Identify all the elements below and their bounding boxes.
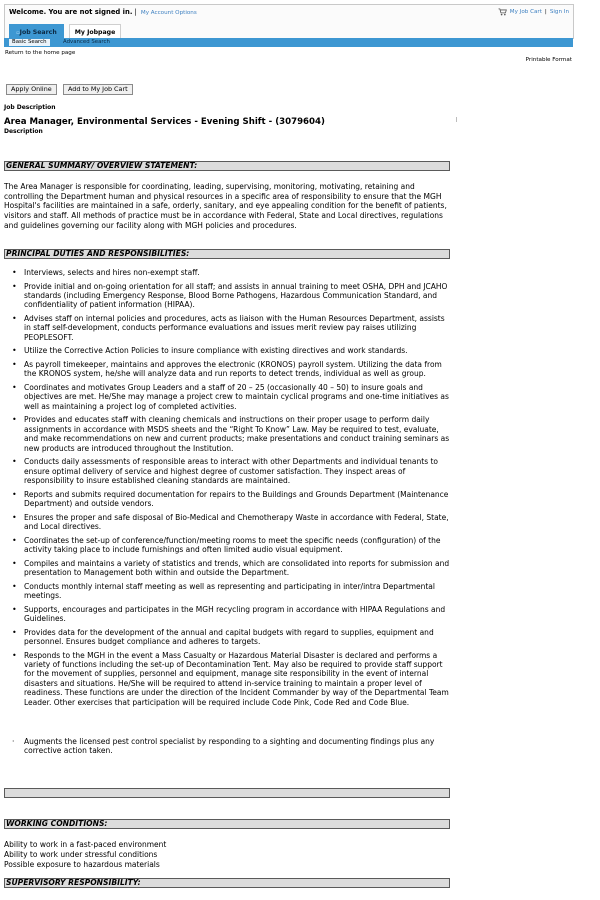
duty-text: Utilize the Corrective Action Policies to insure compliance with existing directives and work standards. [24, 346, 408, 356]
subtab-basic-search[interactable]: Basic Search [9, 39, 50, 46]
list-item [4, 651, 452, 707]
list-item [4, 457, 452, 485]
welcome-bar [9, 8, 197, 16]
list-item [4, 415, 452, 453]
tab-label: Job Search [19, 29, 57, 36]
list-item [4, 490, 452, 509]
bullet-icon: • [12, 346, 17, 356]
list-item [12, 737, 452, 756]
duty-text: Provides and educates staff with cleaning chemicals and instructions on their proper usage to perform daily assignments in accordance with MSDS sheets and the “Right To Know” Law. May be required to test, evaluate, and make recommendations on new and current products; make presentations and conduct training seminars as new products are introduced throughout the Institution. [24, 415, 450, 453]
duty-text: Compiles and maintains a variety of statistics and trends, which are consolidated into reports for submission and presentation to Management both within and outside the Department. [24, 558, 450, 578]
bullet-icon: • [12, 512, 17, 522]
shopping-cart-icon [498, 8, 507, 16]
duty-text: Interviews, selects and hires non-exempt staff. [24, 268, 200, 277]
list-item [4, 314, 452, 342]
bullet-icon: • [12, 314, 17, 323]
list-item [4, 513, 452, 532]
duty-text: Conducts monthly internal staff meeting as well as representing and participating in inter/intra Departmental meetings. [24, 581, 435, 601]
my-job-cart-link[interactable]: My Job Cart [509, 9, 542, 15]
divider [456, 117, 457, 122]
add-to-job-cart-button[interactable]: Add to My Job Cart [63, 84, 133, 95]
sign-in-link[interactable]: Sign In [549, 9, 569, 15]
bullet-icon: • [12, 581, 17, 591]
duty-text: Coordinates and motivates Group Leaders and a staff of 20 – 25 (occasionally 40 – 50) to insure goals and objectives are met. He/She may manage a project crew to maintain cyclical programs and one-time initiatives as well as maintaining a project log of completed activities. [24, 383, 449, 411]
list-item [4, 628, 452, 647]
section-heading-duties: PRINCIPAL DUTIES AND RESPONSIBILITIES: [4, 249, 450, 259]
bullet-icon: • [12, 383, 17, 392]
my-account-options-link[interactable]: My Account Options [140, 10, 197, 16]
list-item [4, 383, 452, 411]
list-item [4, 268, 452, 277]
bullet-icon: • [12, 535, 17, 545]
duty-text: Augments the licensed pest control specialist by responding to a sighting and documenting findings plus any corrective action taken. [24, 737, 435, 756]
list-item [4, 282, 452, 310]
list-item [4, 582, 452, 601]
duty-text: Advises staff on internal policies and procedures, acts as liaison with the Human Resources Department, assists in staff self-development, conducts performance evaluations and issues merit review pay raises utilizing PEOPLESOFT. [24, 314, 445, 342]
bullet-icon: • [12, 360, 17, 369]
tab-icon: ▫ [16, 30, 20, 36]
bullet-icon: • [12, 627, 17, 637]
bullet-icon: • [12, 281, 17, 291]
bullet-icon: • [12, 457, 17, 467]
job-description-label: Job Description [4, 104, 56, 111]
section-heading-summary: GENERAL SUMMARY/ OVERVIEW STATEMENT: [4, 161, 450, 171]
separator: | [544, 9, 547, 15]
duty-text: Ensures the proper and safe disposal of Bio-Medical and Chemotherapy Waste in accordance with Federal, State, and Local directives. [24, 512, 449, 532]
working-conditions-list [4, 840, 166, 869]
job-title: Area Manager, Environmental Services - Evening Shift - (3079604) [4, 117, 325, 127]
tab-job-search[interactable] [9, 24, 64, 39]
separator: | [134, 8, 137, 16]
apply-online-button[interactable]: Apply Online [6, 84, 57, 95]
description-label: Description [4, 128, 43, 135]
list-item [4, 360, 452, 379]
bullet-icon: • [12, 415, 17, 425]
section-heading-supervisory: SUPERVISORY RESPONSIBILITY: [4, 878, 450, 888]
duty-text: Provides data for the development of the annual and capital budgets with regard to supplies, equipment and personnel. Ensures budget compliance and adheres to targets. [24, 627, 434, 647]
list-item [4, 559, 452, 578]
welcome-text: Welcome. You are not signed in. [9, 8, 133, 16]
tab-label: My Jobpage [74, 29, 116, 36]
sub-navigation [4, 38, 573, 47]
duty-text: Reports and submits required documentation for repairs to the Buildings and Grounds Department (Maintenance Department) and outside vendors. [24, 489, 449, 509]
section-heading-empty [4, 788, 450, 798]
bullet-icon: • [12, 650, 17, 660]
bullet-icon: • [12, 604, 17, 614]
duty-text: Provide initial and on-going orientation for all staff; and assists in annual training to meet OSHA, DPH and JCAHO standards (including Emergency Response, Blood Borne Pathogens, Hazardous Communication Standard, and confidentiality of patient information (HIPAA). [24, 281, 448, 310]
header-right-links [498, 8, 569, 16]
list-item [4, 346, 452, 355]
bullet-icon: · [12, 737, 15, 746]
bullet-icon: • [12, 558, 17, 568]
section-heading-working-conditions: WORKING CONDITIONS: [4, 819, 450, 829]
duties-list [4, 268, 452, 711]
home-link[interactable]: Return to the home page [5, 50, 76, 56]
duty-text: Supports, encourages and participates in the MGH recycling program in accordance with HIPAA Regulations and Guidelines. [24, 604, 446, 624]
subtab-advanced-search[interactable]: Advanced Search [63, 39, 110, 45]
list-item [4, 536, 452, 555]
duty-text: Conducts daily assessments of responsible areas to interact with other Departments and individual tenants to ensure optimal delivery of service and highest degree of customer satisfaction. They inspect areas of responsibility to insure established cleaning standards are maintained. [24, 457, 439, 486]
duty-text: Responds to the MGH in the event a Mass Casualty or Hazardous Material Disaster is declared and performs a variety of functions including the set-up of Decontamination Tent. May also be required to provide staff support for the movement of supplies, personnel and equipment, manage site responsibility in the event of internal disasters and situations. He/She will be required to attend in-service training to maintain a proper level of readiness. These functions are under the direction of the Incident Commander by way of the Departmental Team Leader. Other exercises that participation will be required include Code Pink, Code Red and Code Blue. [24, 650, 449, 707]
bullet-icon: • [12, 268, 17, 277]
top-frame [4, 4, 574, 39]
working-condition: Possible exposure to hazardous materials [4, 859, 160, 869]
summary-text: The Area Manager is responsible for coordinating, leading, supervising, monitoring, motivating, retaining and controlling the Department human and physical resources in a specific area of responsibility to ensure that the MGH Hospital's facilities are maintained in a safe, orderly, sanitary, and eye appealing condition for the benefit of patients, visitors and staff. All methods of practice must be in accordance with Federal, State and Local directives, regulations and guidelines governing our facility along with MGH policies and procedures. [4, 182, 447, 230]
duty-text: As payroll timekeeper, maintains and approves the electronic (KRONOS) payroll system. Utilizing the data from the KRONOS system, he/she will analyze data and run reports to detect trends, individual as well as group. [24, 360, 442, 379]
duty-text: Coordinates the set-up of conference/function/meeting rooms to meet the specific needs (configuration) of the activity taking place to include furnishings and often limited audio visual equipment. [24, 535, 441, 555]
working-condition: Ability to work under stressful conditions [4, 849, 158, 859]
printable-format-link[interactable]: Printable Format [525, 57, 572, 63]
list-item [4, 605, 452, 624]
tab-my-jobpage[interactable] [69, 24, 121, 39]
bullet-icon: • [12, 489, 17, 499]
working-condition: Ability to work in a fast-paced environment [4, 840, 167, 849]
